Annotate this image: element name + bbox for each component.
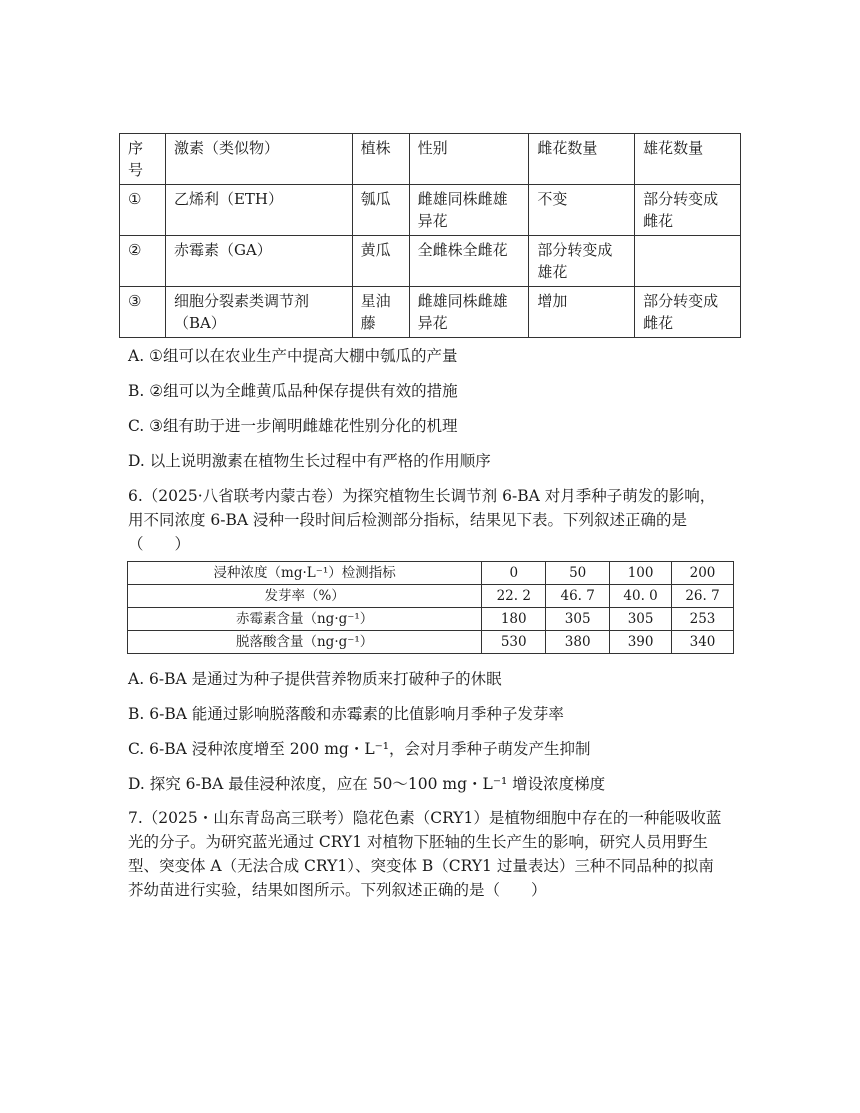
table-cell: 340	[672, 631, 734, 654]
table-cell: 305	[610, 608, 672, 631]
table-header-cell: 雄花数量	[635, 134, 741, 185]
q5-option-c: C. ③组有助于进一步阐明雌雄花性别分化的机理	[128, 417, 458, 435]
table-cell: 380	[546, 631, 610, 654]
table-header-cell: 0	[482, 562, 546, 585]
table-header-cell: 激素（类似物）	[165, 134, 352, 185]
table-header-cell: 序号	[120, 134, 166, 185]
q6-option-a: A. 6-BA 是通过为种子提供营养物质来打破种子的休眠	[128, 670, 502, 688]
table-cell: 全雌株全雌花	[409, 236, 529, 287]
q6-stem	[128, 484, 728, 556]
table-row	[120, 236, 741, 287]
q5-option-b: B. ②组可以为全雌黄瓜品种保存提供有效的措施	[128, 382, 458, 400]
table-cell: 180	[482, 608, 546, 631]
table-cell: ①	[120, 185, 166, 236]
table-cell: ③	[120, 287, 166, 338]
table-cell: 乙烯利（ETH）	[165, 185, 352, 236]
table-cell: ②	[120, 236, 166, 287]
q6-option-d: D. 探究 6-BA 最佳浸种浓度，应在 50～100 mg・L⁻¹ 增设浓度梯度	[128, 775, 606, 793]
table-row	[120, 185, 741, 236]
table-row	[128, 631, 734, 654]
table-cell: 部分转变成雄花	[529, 236, 635, 287]
table-row	[128, 585, 734, 608]
table-cell: 赤霉素含量（ng·g⁻¹）	[128, 608, 482, 631]
table-header-cell: 浸种浓度（mg·L⁻¹）检测指标	[128, 562, 482, 585]
table-cell: 22. 2	[482, 585, 546, 608]
table-cell: 脱落酸含量（ng·g⁻¹）	[128, 631, 482, 654]
q6-option-c: C. 6-BA 浸种浓度增至 200 mg・L⁻¹，会对月季种子萌发产生抑制	[128, 740, 591, 758]
q5-option-d: D. 以上说明激素在植物生长过程中有严格的作用顺序	[128, 452, 491, 470]
table-header-row	[128, 562, 734, 585]
table-cell: 26. 7	[672, 585, 734, 608]
table-header-cell: 雌花数量	[529, 134, 635, 185]
table-cell: 细胞分裂素类调节剂（BA）	[165, 287, 352, 338]
table-header-cell: 200	[672, 562, 734, 585]
table-cell: 46. 7	[546, 585, 610, 608]
q6-stem-text: 6.（2025·八省联考内蒙古卷）为探究植物生长调节剂 6-BA 对月季种子萌发的影响，用不同浓度 6-BA 浸种一段时间后检测部分指标，结果见下表。下列叙述正确的是（ ）	[128, 487, 716, 553]
table-cell: 不变	[529, 185, 635, 236]
q7-stem-text: 7.（2025・山东青岛高三联考）隐花色素（CRY1）是植物细胞中存在的一种能吸收蓝光的分子。为研究蓝光通过 CRY1 对植物下胚轴的生长产生的影响，研究人员用野生型、突变体 A（无法合成 CRY1）、突变体 B（CRY1 过量表达）三种不同品种的拟南芥幼苗进行实验，结果如图所示。下列叙述正确的是（ ）	[128, 809, 722, 899]
table-cell: 305	[546, 608, 610, 631]
hormone-sex-table	[119, 133, 741, 338]
q6-option-b: B. 6-BA 能通过影响脱落酸和赤霉素的比值影响月季种子发芽率	[128, 705, 564, 723]
table-cell: 390	[610, 631, 672, 654]
table-cell: 40. 0	[610, 585, 672, 608]
table-cell: 黄瓜	[352, 236, 409, 287]
table-header-cell: 50	[546, 562, 610, 585]
table-cell	[635, 236, 741, 287]
table-cell: 253	[672, 608, 734, 631]
table-header-row	[120, 134, 741, 185]
table-cell: 瓠瓜	[352, 185, 409, 236]
table-cell: 530	[482, 631, 546, 654]
table-row	[120, 287, 741, 338]
table-cell: 部分转变成雌花	[635, 287, 741, 338]
table-cell: 增加	[529, 287, 635, 338]
6ba-results-table	[127, 561, 734, 654]
table-header-cell: 100	[610, 562, 672, 585]
table-cell: 部分转变成雌花	[635, 185, 741, 236]
table-header-cell: 植株	[352, 134, 409, 185]
q5-option-a: A. ①组可以在农业生产中提高大棚中瓠瓜的产量	[128, 347, 458, 365]
q7-stem	[128, 806, 728, 902]
table-cell: 发芽率（%）	[128, 585, 482, 608]
table-cell: 雌雄同株雌雄异花	[409, 287, 529, 338]
table-cell: 星油藤	[352, 287, 409, 338]
table-row	[128, 608, 734, 631]
table-cell: 雌雄同株雌雄异花	[409, 185, 529, 236]
table-header-cell: 性别	[409, 134, 529, 185]
table-cell: 赤霉素（GA）	[165, 236, 352, 287]
